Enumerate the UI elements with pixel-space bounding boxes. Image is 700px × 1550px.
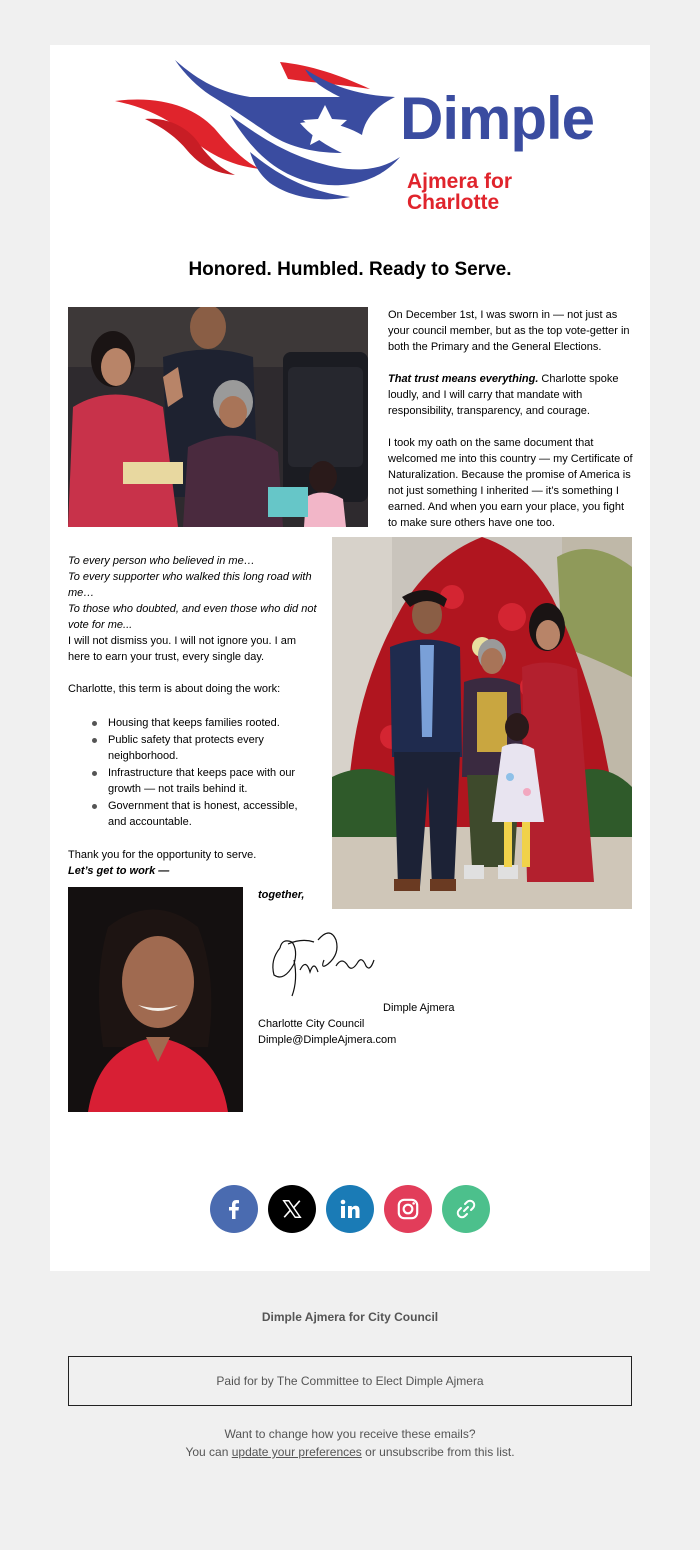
signer-title: Charlotte City Council [258, 1018, 365, 1030]
linkedin-button[interactable] [326, 1185, 374, 1233]
email-card [50, 45, 650, 1271]
supporters-line: To every supporter who walked this long road with me… [68, 571, 312, 599]
x-icon [281, 1198, 303, 1220]
trust-emphasis: That trust means everything. [388, 373, 539, 385]
facebook-icon [222, 1197, 246, 1221]
supporters-line: To those who doubted, and even those who did not vote for me... [68, 603, 317, 631]
lets-get-to-work: Let’s get to work — [68, 864, 170, 877]
preferences-question: Want to change how you receive these emails? [224, 1427, 476, 1441]
swearing-in-photo [68, 307, 368, 527]
link-icon [454, 1197, 478, 1221]
page-title: Honored. Humbled. Ready to Serve. [188, 259, 512, 280]
brand-name-main: Dimple [400, 85, 595, 152]
supporters-line: To every person who believed in me… [68, 555, 255, 567]
preferences-prefix: You can [185, 1445, 232, 1459]
signer-email[interactable]: Dimple@DimpleAjmera.com [258, 1034, 397, 1046]
update-preferences-link[interactable]: update your preferences [231, 1445, 362, 1459]
campaign-logo [110, 57, 600, 214]
intro-paragraph-sworn-in: On December 1st, I was sworn in — not just as your council member, but as the top vote-getter in both the Primary and the General Elections. [388, 309, 630, 353]
list-item: Government that is honest, accessible, and accountable. [68, 798, 318, 831]
instagram-button[interactable] [384, 1185, 432, 1233]
paid-for-text: Paid for by The Committee to Elect Dimple Ajmera [216, 1374, 484, 1388]
thanks-text: Thank you for the opportunity to serve. [68, 848, 257, 861]
trust-rest: Charlotte spoke loudly, and I will carry that mandate with responsibility, transparency, and courage. [388, 373, 619, 417]
commitment-text: I will not dismiss you. I will not ignore you. I am here to earn your trust, every single day. [68, 635, 297, 663]
priorities-list [68, 715, 318, 831]
facebook-button[interactable] [210, 1185, 258, 1233]
term-intro: Charlotte, this term is about doing the work: [68, 683, 281, 695]
paid-for-disclaimer [68, 1356, 632, 1406]
together-text: together, [258, 889, 305, 901]
list-item: Public safety that protects every neighborhood. [68, 732, 318, 765]
linkedin-icon [338, 1197, 362, 1221]
preferences-suffix: or unsubscribe from this list. [361, 1445, 515, 1459]
preferences-line [0, 1443, 700, 1461]
portrait-photo [68, 887, 243, 1112]
message-text [68, 553, 318, 879]
signer-name: Dimple Ajmera [383, 1002, 455, 1014]
instagram-icon [395, 1196, 421, 1222]
website-link-button[interactable] [442, 1185, 490, 1233]
signature-image [262, 920, 377, 1000]
intro-text [388, 307, 636, 531]
x-button[interactable] [268, 1185, 316, 1233]
brand-name-sub: Ajmera for Charlotte [407, 170, 513, 214]
list-item: Infrastructure that keeps pace with our growth — not trails behind it. [68, 765, 318, 798]
intro-paragraph-trust [388, 371, 636, 419]
preferences-text [0, 1425, 700, 1461]
intro-paragraph-oath: I took my oath on the same document that welcomed me into this country — my Certificate of Naturalization. Because the promise of America is not just something I inherited — it’s something I earned. And when you earn your place, you fight to make sure others have one too. [388, 437, 633, 529]
footer-organization: Dimple Ajmera for City Council [261, 1310, 439, 1324]
list-item: Housing that keeps families rooted. [68, 715, 318, 732]
family-photo [332, 537, 632, 909]
